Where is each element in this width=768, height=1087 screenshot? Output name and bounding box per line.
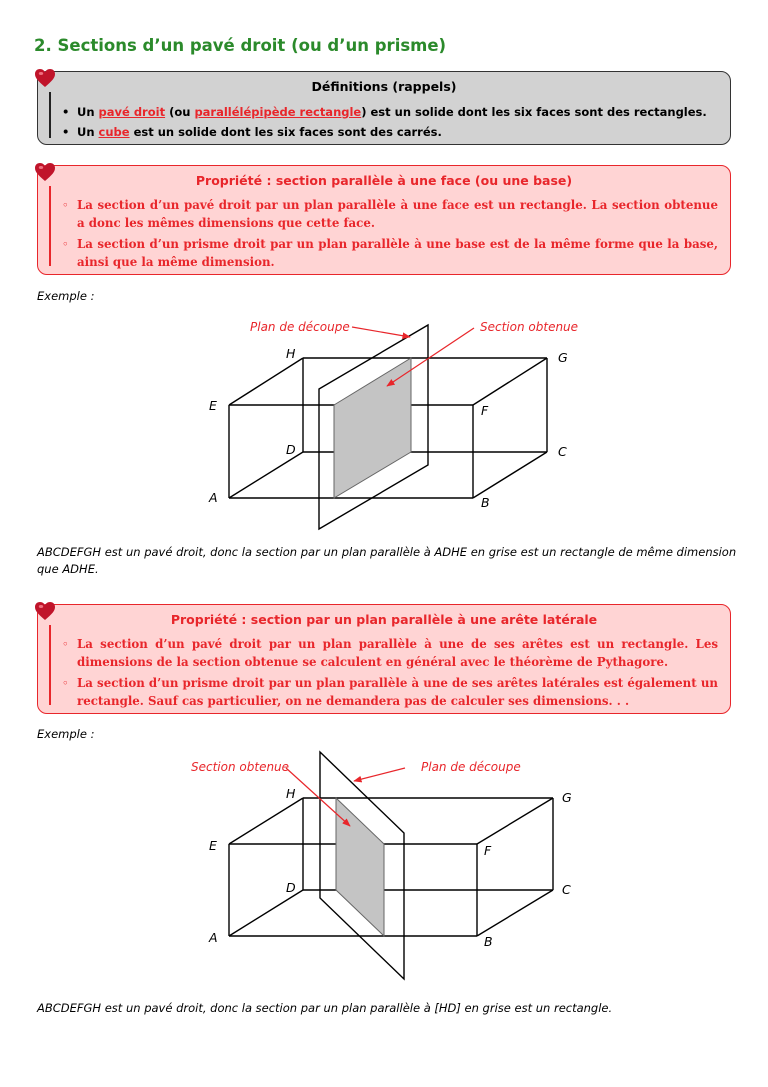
plane-label: Plan de découpe — [421, 760, 521, 774]
vertex-label: G — [562, 790, 572, 805]
cube-edge — [473, 452, 547, 498]
keyword-link[interactable]: cube — [98, 125, 130, 139]
vertex-label: D — [286, 442, 296, 457]
vertex-label: B — [481, 495, 490, 510]
vertex-label: D — [286, 880, 296, 895]
section-rectangle — [334, 358, 411, 498]
section-label: Section obtenue — [480, 320, 579, 334]
box-side-bar — [49, 625, 51, 705]
cube-edge — [229, 890, 303, 936]
cube-edge — [229, 798, 303, 844]
vertex-label: E — [209, 838, 217, 853]
arrow — [354, 768, 405, 781]
vertex-label: F — [481, 403, 489, 418]
vertex-label: C — [558, 444, 567, 459]
vertex-label: E — [209, 398, 217, 413]
vertex-label: B — [484, 934, 493, 949]
vertex-label: A — [209, 930, 218, 945]
property-heading: Propriété : section parallèle à une face (ou une base) — [195, 173, 573, 188]
arrow — [352, 327, 410, 337]
vertex-label: H — [286, 786, 296, 801]
property-item: ◦ La section d’un prisme droit par un plan parallèle à une de ses arêtes latérales est également un rectangle. Sauf cas particulier, on ne demandera pas de calculer ses dimensions. . . — [62, 674, 718, 710]
example-label: Exemple : — [37, 727, 95, 741]
cube-edge — [477, 890, 553, 936]
property-item: ◦ La section d’un pavé droit par un plan parallèle à une de ses arêtes est un rectangle. Les dimensions de la section obtenue se calculent en général avec le théorème de Pythagore. — [62, 635, 718, 671]
cube-edge — [229, 452, 303, 498]
section-label: Section obtenue — [191, 760, 290, 774]
cube-edge — [229, 358, 303, 405]
arrow — [387, 328, 474, 386]
section-rectangle — [336, 798, 384, 936]
cube-edge — [473, 358, 547, 405]
vertex-label: G — [558, 350, 568, 365]
keyword-link[interactable]: parallélépipède rectangle — [194, 105, 362, 119]
figure-parallel-edge — [0, 740, 768, 990]
property-heading: Propriété : section par un plan parallèle à une arête latérale — [170, 612, 598, 627]
plane-label: Plan de découpe — [250, 320, 350, 334]
definition-item: • Un pavé droit (ou parallélépipède rectangle) est un solide dont les six faces sont des rectangles. — [62, 102, 718, 122]
cube-edge — [477, 798, 553, 844]
vertex-label: F — [484, 843, 492, 858]
vertex-label: C — [562, 882, 571, 897]
figure-caption: ABCDEFGH est un pavé droit, donc la section par un plan parallèle à ADHE en grise est un rectangle de même dimension que ADHE. — [37, 545, 737, 576]
vertex-label: A — [209, 490, 218, 505]
keyword-link[interactable]: pavé droit — [98, 105, 166, 119]
section-title: 2. Sections d’un pavé droit (ou d’un prisme) — [34, 36, 447, 55]
property-box — [37, 604, 731, 714]
definitions-heading: Définitions (rappels) — [311, 79, 457, 94]
property-item: ◦ La section d’un prisme droit par un plan parallèle à une base est de la même forme que la base, ainsi que la même dimension. — [62, 235, 718, 271]
property-item: ◦ La section d’un pavé droit par un plan parallèle à une face est un rectangle. La section obtenue a donc les mêmes dimensions que cette face. — [62, 196, 718, 232]
arrow — [286, 768, 350, 826]
example-label: Exemple : — [37, 289, 95, 303]
figure-caption: ABCDEFGH est un pavé droit, donc la section par un plan parallèle à [HD] en grise est un rectangle. — [37, 1001, 613, 1015]
definition-item: • Un cube est un solide dont les six faces sont des carrés. — [62, 122, 718, 142]
vertex-label: H — [286, 346, 296, 361]
property-list — [62, 635, 718, 713]
